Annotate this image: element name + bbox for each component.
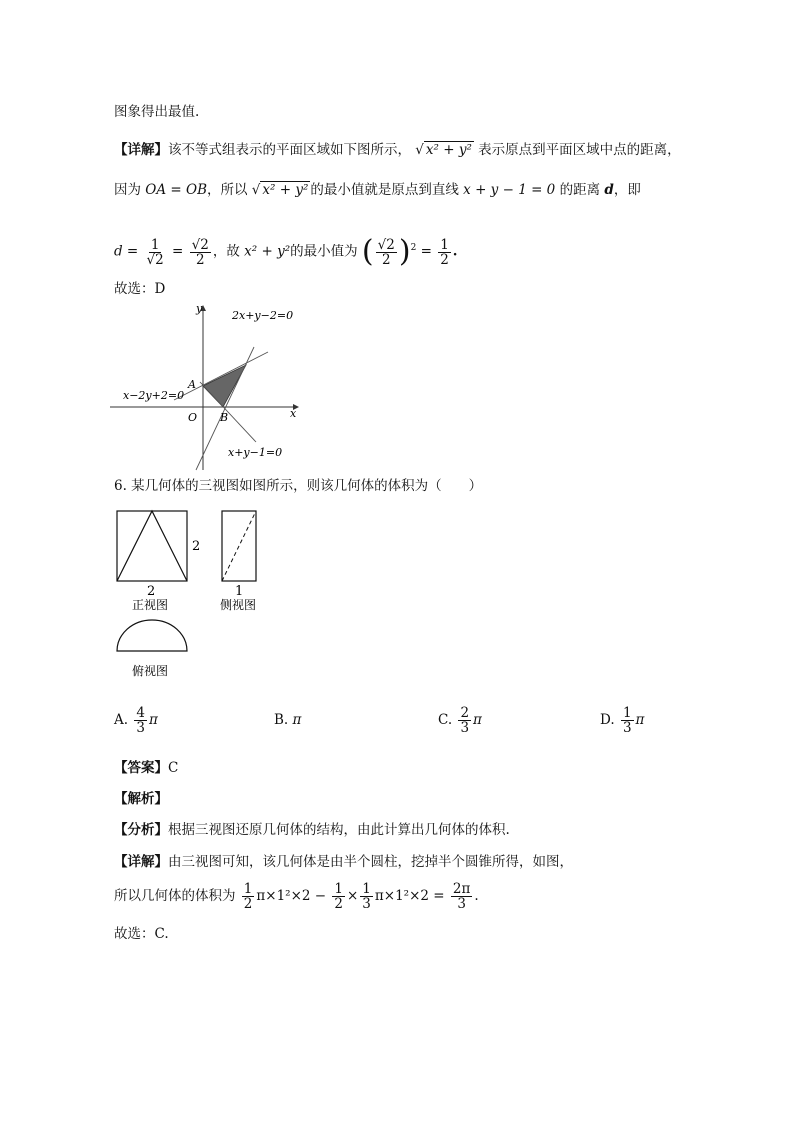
line2-text-a: 该不等式组表示的平面区域如下图所示， [168, 142, 411, 158]
equals: = [172, 243, 184, 260]
detail-line [114, 850, 573, 874]
text-line-3 [114, 178, 641, 202]
fenxi-text: 根据三视图还原几何体的结构，由此计算出几何体的体积. [168, 822, 510, 838]
detail-tag-2: 【详解】 [114, 854, 168, 870]
fraction-4: $\frac{1}{2}$ [440, 236, 449, 268]
detail-text: 由三视图可知，该几何体是由半个圆柱，挖掉半个圆锥所得，如图， [168, 854, 573, 870]
side-view-label: 侧视图 [220, 598, 257, 612]
line1-label: 2x+y−2=0 [232, 309, 294, 322]
text-line-5: 故选：D [114, 281, 166, 297]
text-line-2 [114, 138, 681, 162]
text-line-1: 图象得出最值. [114, 104, 200, 120]
fraction-2: $\frac{√2}{2}$ [191, 236, 209, 268]
point-b-label: B [220, 411, 229, 424]
fenxi-line [114, 818, 510, 842]
answer-tag: 【答案】 [114, 760, 168, 776]
y-axis-label: y [196, 302, 203, 315]
top-view-label: 俯视图 [132, 664, 169, 678]
sqrt-expression: √ x² + y² [415, 142, 472, 158]
origin-label: O [188, 411, 198, 424]
line3-eq: OA = OB [145, 182, 207, 198]
line3-c: 的最小值就是原点到直线 [310, 182, 459, 198]
analysis-tag: 【解析】 [114, 791, 168, 807]
sqrt-expression-2: √ x² + y² [251, 182, 309, 198]
line4-text: ，故 [212, 243, 240, 260]
line3-label: x+y−1=0 [228, 446, 283, 459]
line2-text-b: 表示原点到平面区域中点的距离， [478, 142, 681, 158]
region-graph [110, 302, 310, 472]
vol-frac-4: $\frac{2\pi}{3}$ [452, 881, 471, 912]
fenxi-tag: 【分析】 [114, 822, 168, 838]
detail-tag: 【详解】 [114, 142, 168, 158]
point-a-label: A [188, 378, 196, 391]
line4-text2: 的最小值为 [290, 243, 358, 260]
line4-expr: x² + y² [244, 243, 291, 260]
side-view [216, 508, 276, 613]
d-equals: d = [114, 243, 139, 260]
option-c[interactable]: C. $\frac{2}{3}$ π [438, 705, 482, 736]
top-view [112, 615, 202, 685]
vol-frac-1: $\frac{1}{2}$ [243, 881, 253, 912]
x-axis-label: x [290, 407, 297, 420]
final-answer: 故选：C. [114, 926, 169, 942]
vol-frac-2: $\frac{1}{2}$ [334, 881, 343, 912]
line2-label: x−2y+2=0 [123, 389, 185, 402]
text-line-4: d = $\frac{1}{√2}$ = $\frac{√2}{2}$ ，故 x² + y²的最小值为 ( $\frac{√2}{2}$ )$^2$ = $\frac{1}{2}$ . [114, 234, 458, 269]
vol-end: . [474, 888, 479, 904]
option-d[interactable]: D. $\frac{1}{3}$ π [600, 705, 645, 736]
line3-e: ，即 [613, 182, 641, 198]
vol-times: × [346, 888, 359, 904]
option-b[interactable]: B. π [274, 712, 302, 728]
front-dim-right: 2 [192, 539, 201, 554]
square-exponent: 2 [410, 243, 417, 253]
vol-frac-3: $\frac{1}{3}$ [362, 881, 371, 912]
line3-d: 的距离 [559, 182, 601, 198]
volume-line [114, 876, 479, 916]
vol-text: 所以几何体的体积为 [114, 888, 236, 904]
answer-line [114, 756, 178, 780]
feasible-region [203, 365, 246, 407]
vol-mid-1: π×1²×2 − [256, 888, 327, 904]
vol-mid-2: π×1²×2 = [374, 888, 445, 904]
question-6: 6. 某几何体的三视图如图所示，则该几何体的体积为（ ） [114, 478, 483, 494]
fraction-1: $\frac{1}{√2}$ [146, 236, 164, 268]
side-dim-bottom: 1 [235, 584, 244, 599]
line3-line-eq: x + y − 1 = 0 [463, 182, 556, 198]
line3-a: 因为 [114, 182, 141, 198]
line3-b: ，所以 [207, 182, 248, 198]
front-view-label: 正视图 [132, 598, 169, 612]
line3-var-d: d [604, 182, 614, 198]
fraction-3: $\frac{√2}{2}$ [377, 236, 395, 268]
option-a[interactable]: A. $\frac{4}{3}$ π [114, 705, 158, 736]
front-view [112, 508, 212, 613]
front-dim-bottom: 2 [147, 584, 156, 599]
answer-value: C [168, 760, 179, 776]
